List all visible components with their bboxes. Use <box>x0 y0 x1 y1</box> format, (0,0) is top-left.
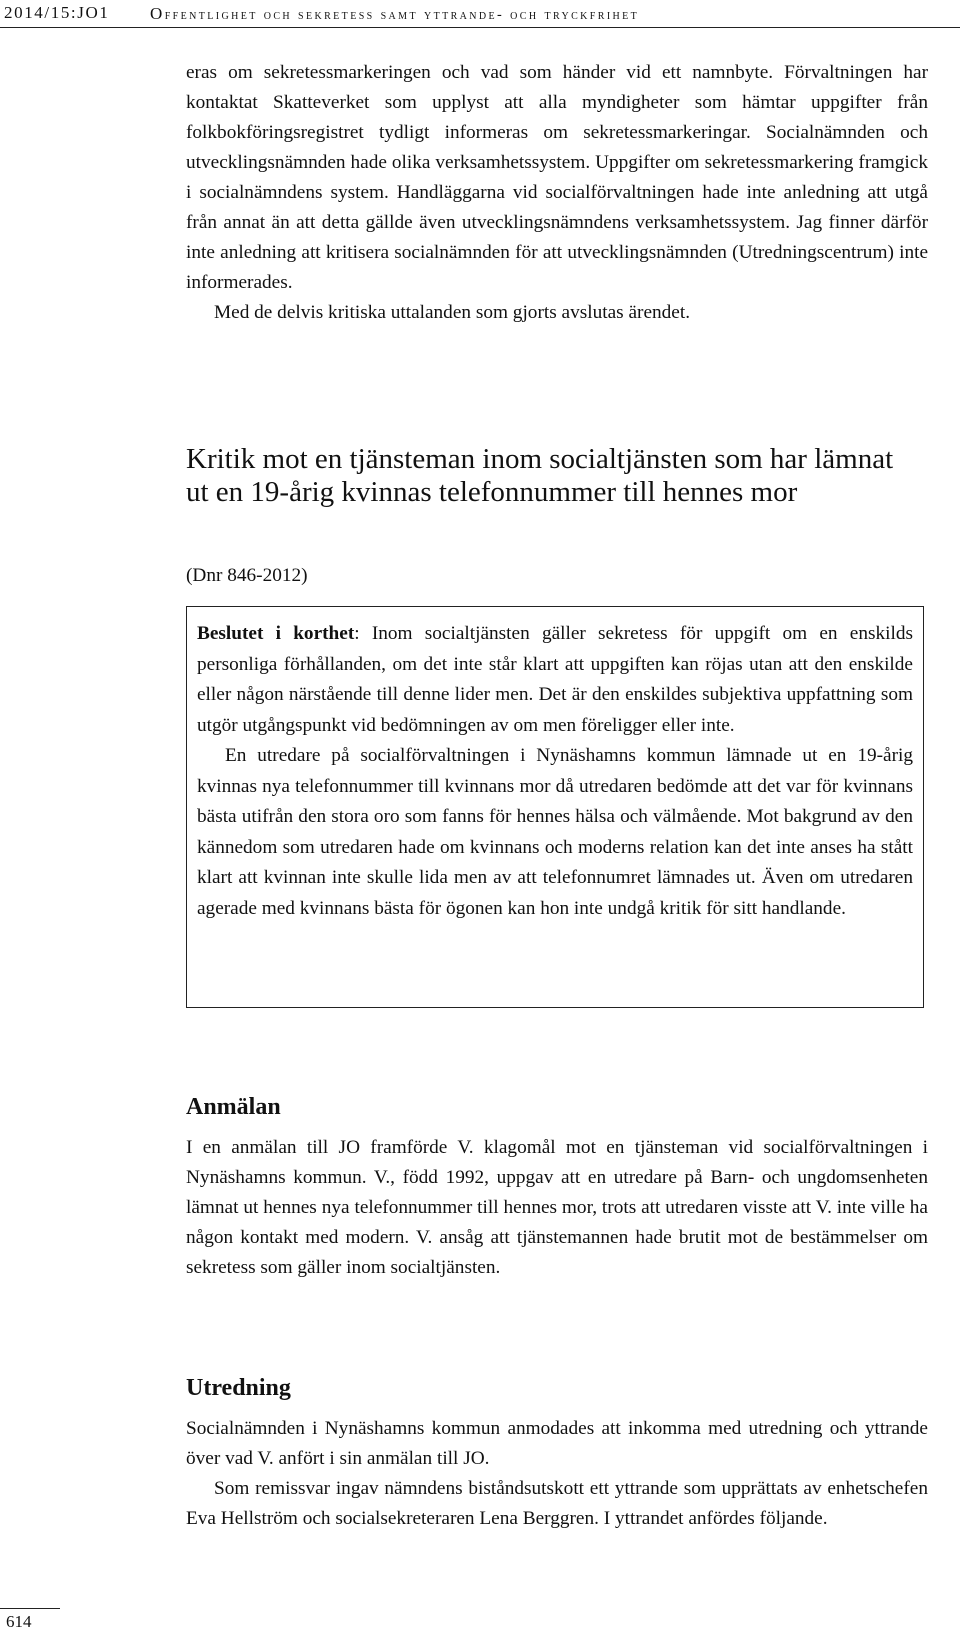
summary-paragraph-2: En utredare på socialförvaltningen i Nynäshamns kommun lämnade ut en 19-årig kvinnas nya telefonnummer till kvinnans mor då utredaren bedömde att det var för kvinnans bästa utifrån den stora oro som fanns för hennes hälsa och välmående. Mot bakgrund av den kännedom som utredaren hade om kvinnans och moderns relation kan det inte anses ha stått klart att kvinnan inte skulle lida men av att telefonnumret lämnades ut. Även om utredaren agerade med kvinnans bästa för ögonen kan hon inte undgå kritik för sitt handlande. <box>197 745 913 919</box>
section-heading-utredning: Utredning <box>186 1375 291 1401</box>
decision-summary-box <box>186 606 924 1008</box>
section-heading-anmalan: Anmälan <box>186 1094 281 1120</box>
footer-rule <box>0 1608 60 1609</box>
section-running-title: offentlighet och sekretess samt yttrande- och tryckfrihet <box>150 4 640 23</box>
anmalan-text <box>186 1133 928 1283</box>
intro-paragraph: eras om sekretessmarkeringen och vad som händer vid ett namnbyte. Förvaltningen har kontaktat Skatteverket som upplyst att alla myndigheter som hämtar uppgifter från folkbokföringsregistret tydligt informeras om sekretessmarkeringar. Socialnämnden och utvecklingsnämnden hade olika verksamhetssystem. Uppgifter om sekretessmarkering framgick i socialnämndens system. Handläggarna vid socialförvaltningen hade inte anledning att utgå från annat än att detta gällde även utvecklingsnämndens verksamhetssystem. Jag finner därför inte anledning att kritisera socialnämnden för att utvecklingsnämnden (Utredningscentrum) inte informerades. <box>186 62 928 293</box>
case-number: (Dnr 846-2012) <box>186 565 308 586</box>
summary-label: Beslutet i korthet <box>197 623 355 644</box>
closing-paragraph: Med de delvis kritiska uttalanden som gjorts avslutas ärendet. <box>214 302 691 323</box>
page-number: 614 <box>6 1612 32 1631</box>
header-rule <box>0 27 960 28</box>
summary-paragraph <box>197 619 913 741</box>
utredning-paragraph: Socialnämnden i Nynäshamns kommun anmodades att inkomma med utredning och yttrande över vad V. anfört i sin anmälan till JO. <box>186 1418 928 1469</box>
intro-text <box>186 58 928 328</box>
report-reference: 2014/15:JO1 <box>4 3 110 22</box>
utredning-paragraph-2: Som remissvar ingav nämndens biståndsutskott ett yttrande som upprättats av enhetschefen Eva Hellström och socialsekreteraren Lena Berggren. I yttrandet anfördes följande. <box>186 1478 928 1529</box>
case-title: Kritik mot en tjänsteman inom socialtjänsten som har lämnat ut en 19-årig kvinnas telefonnummer till hennes mor <box>186 443 894 508</box>
utredning-text <box>186 1414 928 1534</box>
anmalan-paragraph: I en anmälan till JO framförde V. klagomål mot en tjänsteman vid socialförvaltningen i Nynäshamns kommun. V., född 1992, uppgav att en utredare på Barn- och ungdomsenheten lämnat ut hennes nya telefonnummer till hennes mor, trots att utredaren visste att V. inte ville ha någon kontakt med modern. V. ansåg att tjänstemannen hade brutit mot de bestämmelser om sekretess som gäller inom socialtjänsten. <box>186 1137 928 1278</box>
summary-text: : Inom socialtjänsten gäller sekretess för uppgift om en enskilds personliga förhållanden, om det inte står klart att uppgiften kan röjas utan att den enskilde eller någon närstående till denne lider men. Det är den enskildes subjektiva uppfattning som utgör utgångspunkt vid bedömningen av om men föreligger eller inte. <box>197 623 913 736</box>
running-header <box>0 0 960 26</box>
